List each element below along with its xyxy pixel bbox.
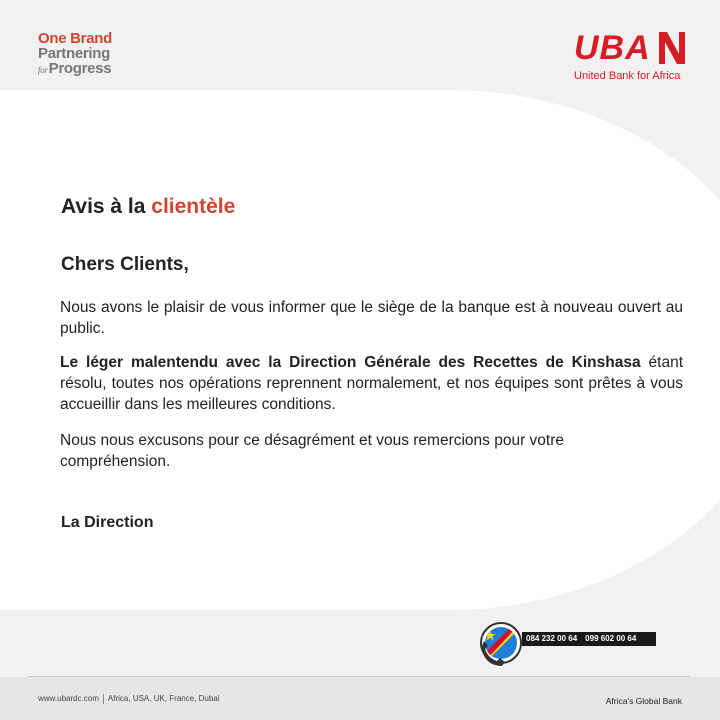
uba-logo (574, 30, 694, 82)
notice-title (61, 195, 235, 219)
tagline-line-2: Partnering (38, 45, 111, 62)
brand-tagline (38, 31, 112, 78)
paragraph-1: Nous avons le plaisir de vous informer que le siège de la banque est à nouveau ouvert au public. (60, 299, 683, 337)
footer-locations: Africa, USA, UK, France, Dubai (107, 694, 220, 704)
tagline-progress: Progress (48, 60, 112, 77)
footer-website[interactable]: www.ubardc.com (38, 694, 99, 704)
tagline-line-3 (38, 61, 112, 78)
salutation: Chers Clients, (61, 254, 189, 275)
phone-numbers (522, 632, 656, 646)
paragraph-2-rest: étant résolu, toutes nos opérations reprennent normalement, et nos équipes sont prêtes à vous accueillir dans les meilleures conditions. (60, 354, 684, 413)
title-prefix: Avis à la (61, 195, 152, 218)
phone-flag-icon (474, 616, 528, 670)
footer-slogan: Africa's Global Bank (605, 696, 682, 706)
phone-number-1: 084 232 00 64 (526, 634, 578, 643)
paragraph-3: Nous nous excusons pour ce désagrément et vous remercions pour votre compréhension. (60, 432, 565, 470)
logo-wordmark: UBA (574, 29, 651, 67)
logo-subtitle: United Bank for Africa (574, 70, 681, 82)
footer-info (38, 694, 220, 704)
paragraph-2 (60, 352, 683, 415)
phone-number-2: 099 602 00 64 (585, 634, 637, 643)
uba-mark-icon (655, 30, 689, 66)
title-accent: clientèle (151, 195, 236, 218)
paragraph-2-bold: Le léger malentendu avec la Direction Générale des Recettes de Kinshasa (60, 354, 641, 371)
signature: La Direction (61, 514, 154, 531)
footer-separator (103, 694, 104, 704)
tagline-for: for (38, 65, 48, 75)
content-card (0, 90, 720, 610)
tagline-line-1: One Brand (38, 30, 112, 47)
